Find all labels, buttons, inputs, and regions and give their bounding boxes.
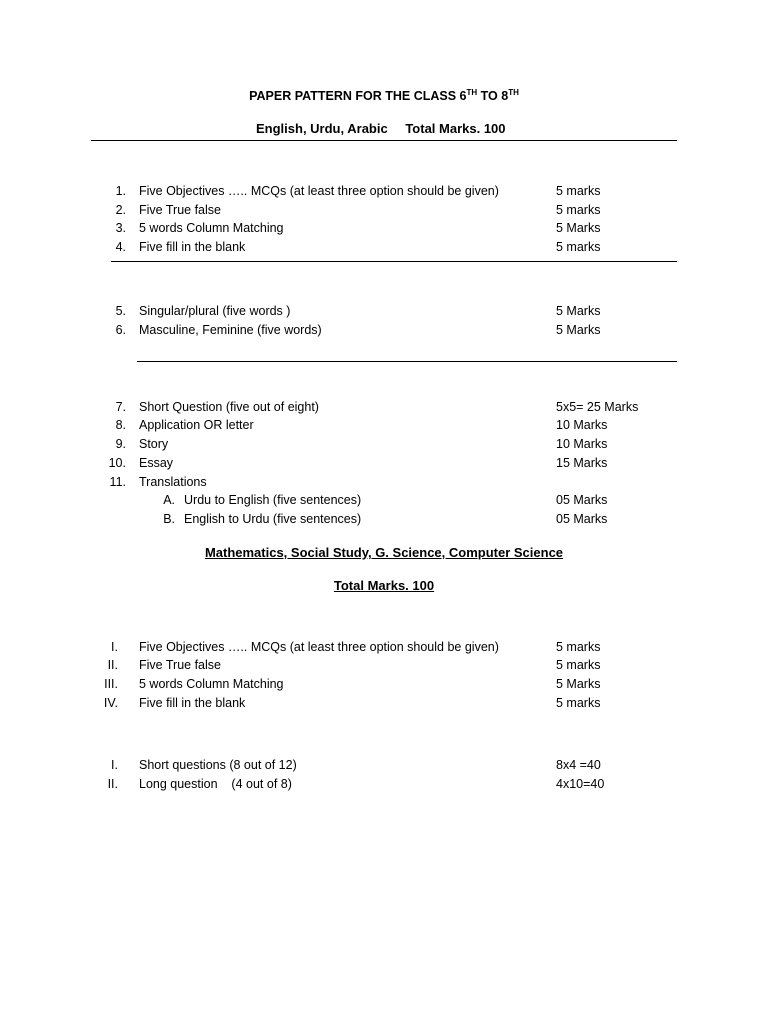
- language-subjects: English, Urdu, Arabic: [256, 121, 388, 136]
- item-number: 9.: [115, 437, 126, 451]
- item-marks: 05 Marks: [556, 493, 608, 507]
- item-number: III.: [104, 677, 118, 691]
- language-subjects-heading: [256, 121, 506, 136]
- item-marks: 5 marks: [556, 696, 601, 710]
- title-superscript-2: TH: [508, 88, 519, 97]
- item-marks: 5 Marks: [556, 304, 601, 318]
- item-marks: 5 marks: [556, 184, 601, 198]
- item-number: II.: [107, 777, 118, 791]
- item-marks: 15 Marks: [556, 456, 608, 470]
- item-number: 3.: [115, 221, 126, 235]
- item-number: 4.: [115, 240, 126, 254]
- title-prefix: PAPER PATTERN FOR THE CLASS 6: [249, 89, 467, 103]
- item-marks: 8x4 =40: [556, 758, 601, 772]
- item-marks: 5 Marks: [556, 323, 601, 337]
- item-label: Translations: [139, 475, 207, 489]
- item-number: 8.: [115, 418, 126, 432]
- item-marks: 5 marks: [556, 640, 601, 654]
- item-marks: 05 Marks: [556, 512, 608, 526]
- item-label: Short Question (five out of eight): [139, 400, 319, 414]
- item-label: Long question (4 out of 8): [139, 777, 292, 791]
- item-label: Five Objectives ….. MCQs (at least three option should be given): [139, 640, 499, 654]
- item-label: Story: [139, 437, 169, 451]
- item-label: Short questions (8 out of 12): [139, 758, 297, 772]
- item-marks: 5 marks: [556, 203, 601, 217]
- item-number: 7.: [115, 400, 126, 414]
- item-label: Five Objectives ….. MCQs (at least three option should be given): [139, 184, 499, 198]
- item-label: Singular/plural (five words ): [139, 304, 291, 318]
- item-number: I.: [111, 758, 118, 772]
- item-marks: 4x10=40: [556, 777, 605, 791]
- item-label: Application OR letter: [139, 418, 254, 432]
- item-label: English to Urdu (five sentences): [184, 512, 362, 526]
- divider-top: [91, 140, 677, 141]
- item-marks: 5x5= 25 Marks: [556, 400, 639, 414]
- item-label: 5 words Column Matching: [139, 221, 284, 235]
- item-number: 2.: [115, 203, 126, 217]
- item-label: Urdu to English (five sentences): [184, 493, 362, 507]
- divider-group-1: [111, 261, 677, 262]
- item-marks: 10 Marks: [556, 418, 608, 432]
- item-number: I.: [111, 640, 118, 654]
- item-label: Five fill in the blank: [139, 696, 246, 710]
- item-label: 5 words Column Matching: [139, 677, 284, 691]
- item-marks: 5 Marks: [556, 221, 601, 235]
- item-marks: 10 Marks: [556, 437, 608, 451]
- title-superscript-1: TH: [466, 88, 478, 97]
- item-label: Five fill in the blank: [139, 240, 246, 254]
- item-number: 11.: [109, 475, 126, 489]
- item-number: B.: [163, 512, 175, 526]
- item-number: II.: [107, 658, 118, 672]
- language-total-marks: Total Marks. 100: [405, 121, 506, 136]
- science-total-marks: Total Marks. 100: [333, 578, 435, 593]
- item-number: IV.: [103, 696, 118, 710]
- item-number: A.: [163, 493, 175, 507]
- item-marks: 5 marks: [556, 658, 601, 672]
- science-subjects-heading: Mathematics, Social Study, G. Science, Computer Science: [204, 545, 564, 560]
- item-label: Five True false: [139, 658, 221, 672]
- item-marks: 5 marks: [556, 240, 601, 254]
- item-label: Masculine, Feminine (five words): [139, 323, 322, 337]
- item-label: Five True false: [139, 203, 221, 217]
- divider-group-2: [137, 361, 677, 362]
- item-number: 10.: [108, 456, 126, 470]
- title-middle: TO 8: [477, 89, 509, 103]
- item-label: Essay: [139, 456, 174, 470]
- page-title: [0, 89, 768, 104]
- item-marks: 5 Marks: [556, 677, 601, 691]
- item-number: 1.: [115, 184, 126, 198]
- item-number: 6.: [115, 323, 126, 337]
- item-number: 5.: [115, 304, 126, 318]
